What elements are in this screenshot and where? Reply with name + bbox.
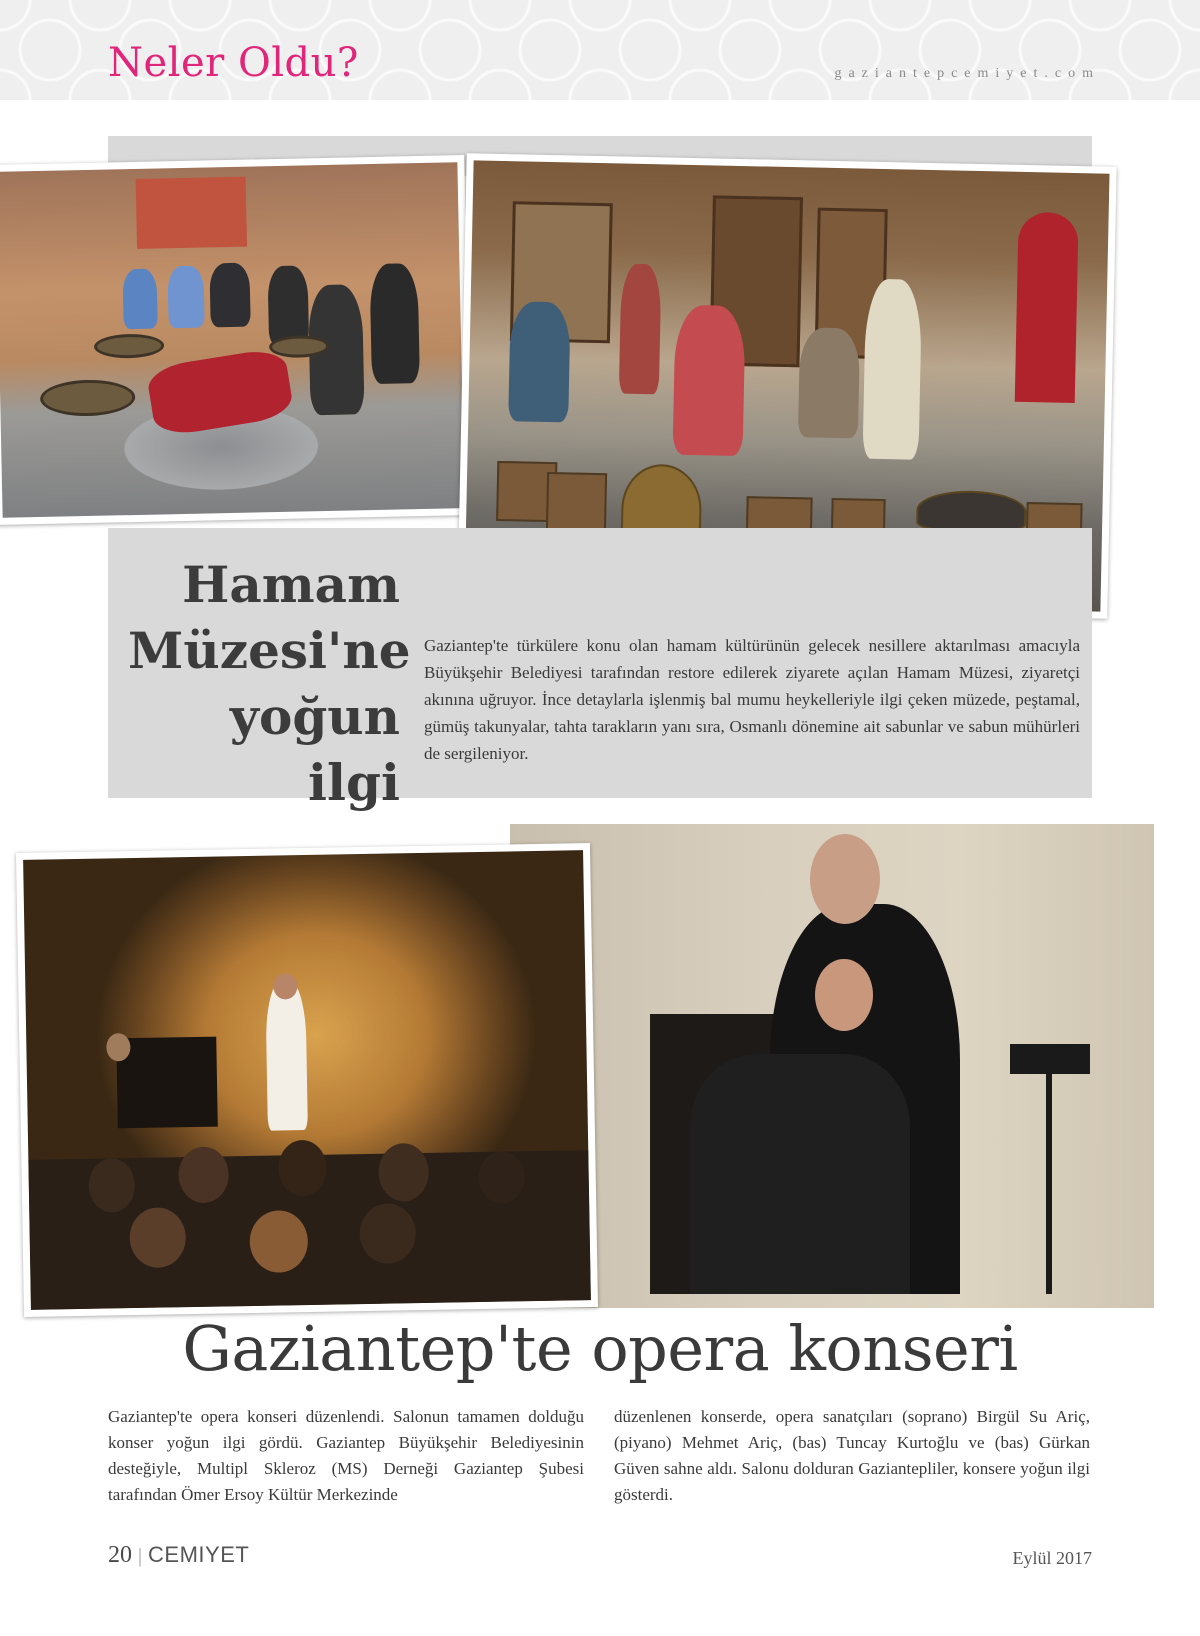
hamam-title-line: yoğun ilgi bbox=[229, 687, 400, 812]
footer-separator: | bbox=[138, 1545, 143, 1567]
music-stand bbox=[1010, 1044, 1090, 1074]
hamam-body-text: Gaziantep'te türkülere konu olan hamam kültürünün gelecek nesillere aktarılması amacıyla Büyükşehir Belediyesi tarafından restore edilerek ziyarete açılan Hamam Müzesi, ziyaretçi akınına uğruyor. İnce detaylarla işlenmiş bal mumu heykelleriyle ilgi çeken müzede, peştamal, gümüş takunyalar, tahta tarakların yanı sıra, Osmanlı dönemine ait sabunlar ve sabun mühürleri de sergileniyor. bbox=[424, 636, 1080, 763]
issue-date: Eylül 2017 bbox=[1012, 1548, 1092, 1568]
concert-hall-photo bbox=[16, 843, 598, 1317]
hamam-title-line: Hamam bbox=[182, 555, 400, 614]
soprano-figure bbox=[265, 980, 308, 1131]
opera-headline: Gaziantep'te opera konseri bbox=[182, 1312, 1018, 1385]
magazine-name: CEMIYET bbox=[148, 1542, 250, 1567]
footer-folio bbox=[108, 1542, 249, 1569]
header-pattern-band bbox=[0, 0, 1200, 100]
hamam-headline bbox=[128, 552, 411, 816]
opera-singers-photo bbox=[510, 824, 1154, 1308]
hamam-title-line: Müzesi'ne bbox=[128, 621, 411, 680]
page-number: 20 bbox=[108, 1542, 132, 1568]
site-url: gaziantepcemiyet.com bbox=[834, 66, 1100, 81]
opera-text-right-column: düzenlenen konserde, opera sanatçıları (soprano) Birgül Su Ariç, (piyano) Mehmet Ariç, (bas) Tuncay Kurtoğlu ve (bas) Gürkan Güven sahne aldı. Salonu dolduran Gaziantepliler, konsere yoğun ilgi gösterdi. bbox=[614, 1407, 1090, 1504]
grand-piano bbox=[116, 1037, 218, 1129]
opera-text-left-column: Gaziantep'te opera konseri düzenlendi. Salonun tamamen dolduğu konser yoğun ilgi gördü. Gaziantep Büyükşehir Belediyesinin desteğiyle, Multipl Skleroz (MS) Derneği Gaziantep Şubesi tarafından Ömer Ersoy Kültür Merkezinde bbox=[108, 1407, 584, 1504]
section-title: Neler Oldu? bbox=[108, 40, 359, 86]
seated-singer bbox=[690, 1054, 910, 1294]
museum-room-photo bbox=[0, 155, 472, 525]
